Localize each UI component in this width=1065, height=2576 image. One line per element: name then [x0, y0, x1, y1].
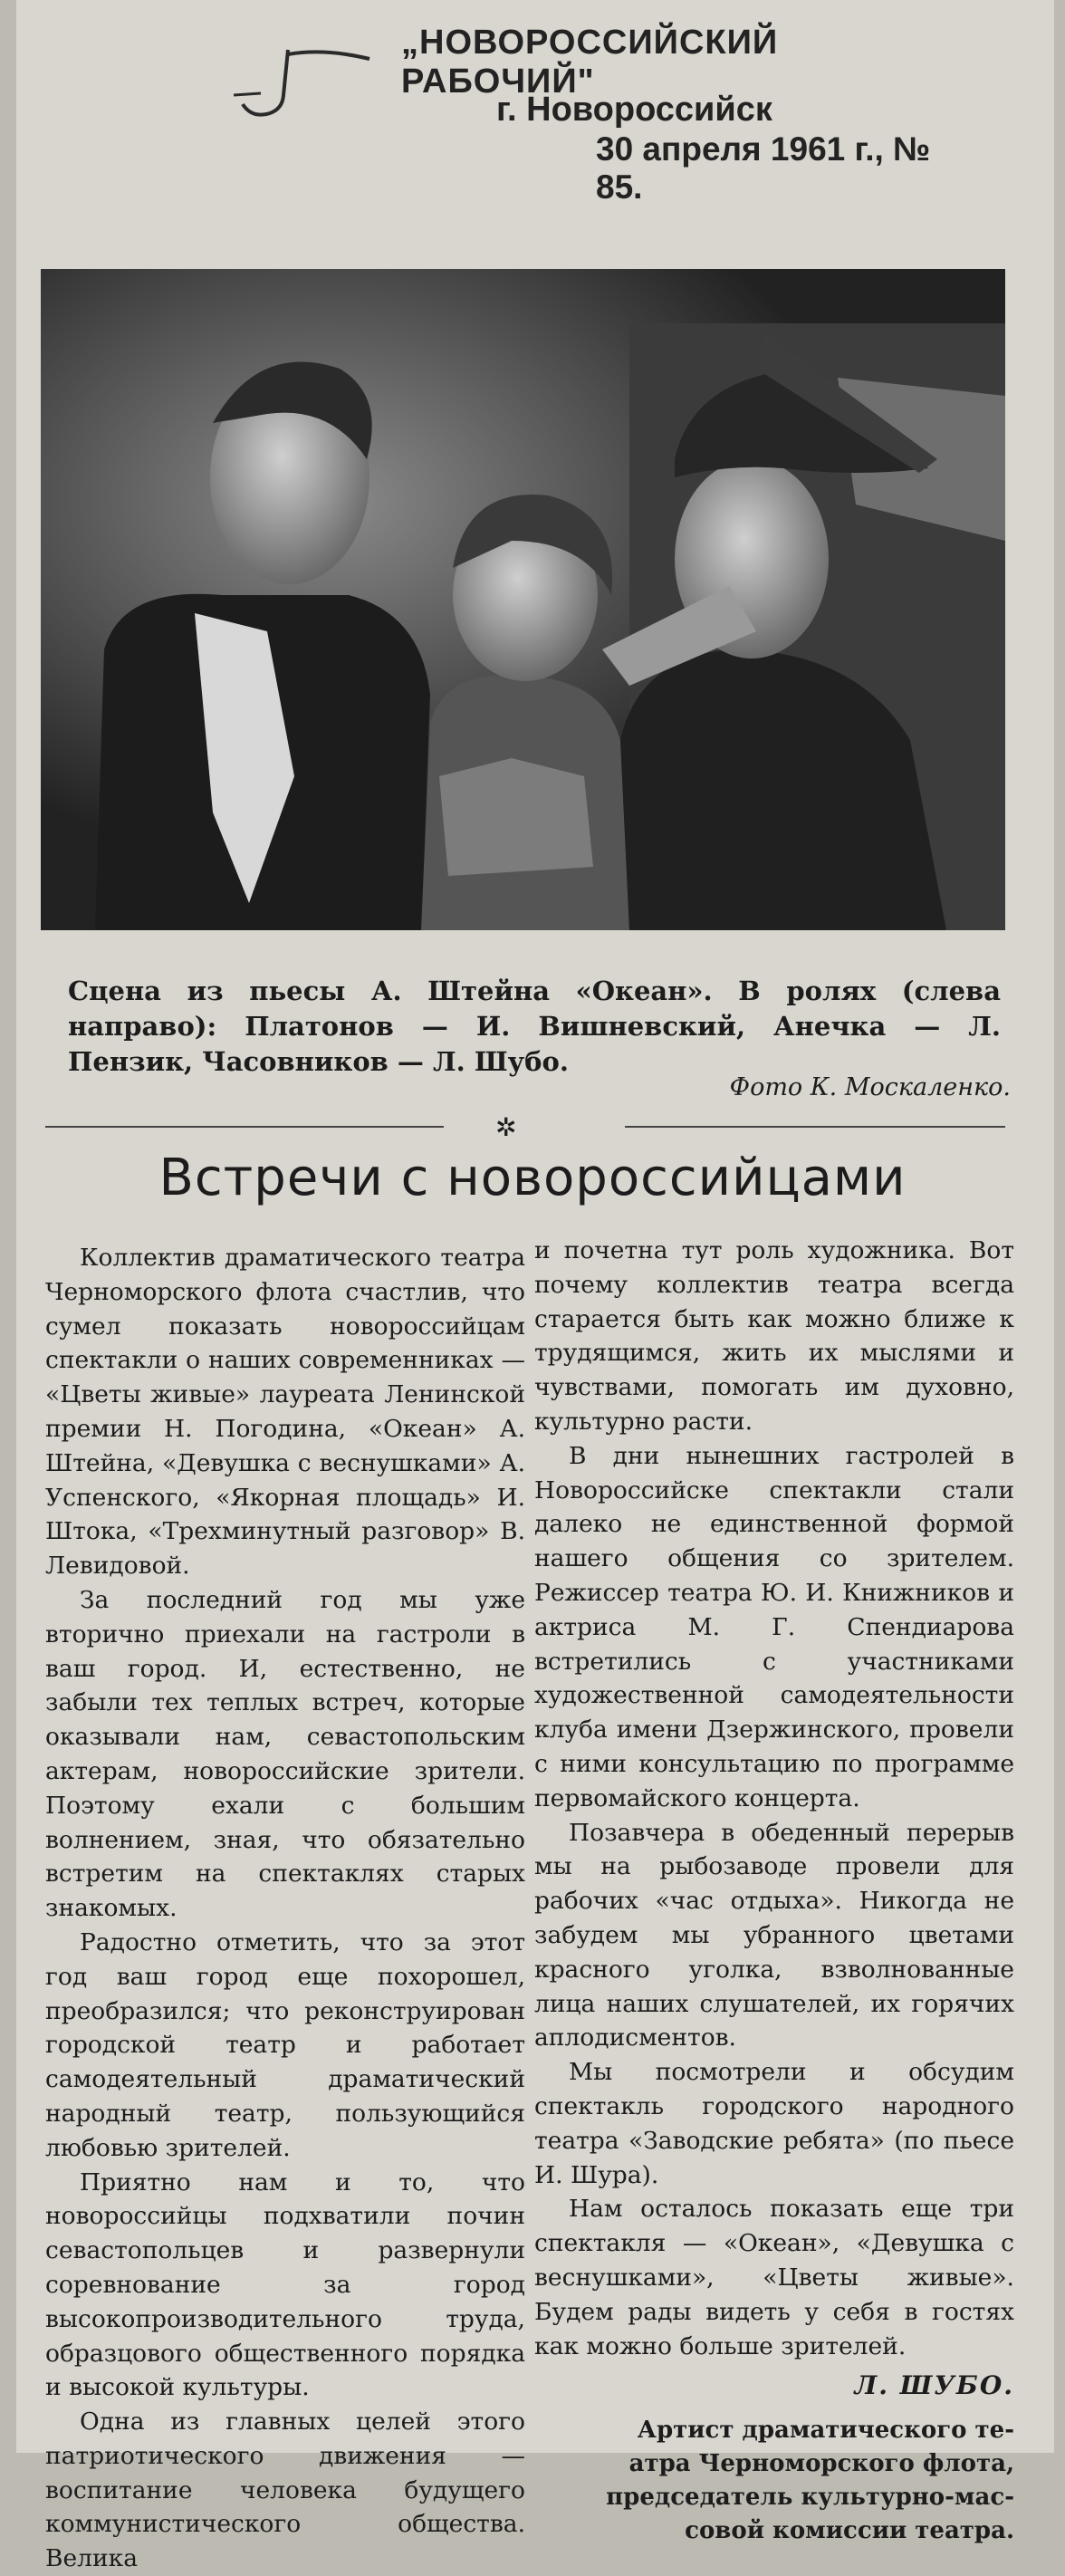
paragraph: Приятно нам и то, что новороссийцы подхватили почин севастопольцев и развернули соревнование за город высокопроизводительного труда, образцового общественного порядка и высокой культуры.: [45, 2167, 525, 2402]
paragraph: Радостно отметить, что за этот год ваш город еще похорошел, преобразился; что реконструирован городской театр и работает самодеятельный драматический народный театр, пользующийся любовью зрителей.: [45, 1927, 525, 2162]
article-column-right: [534, 1234, 1014, 2548]
newspaper-stamp: [401, 18, 963, 206]
handwritten-mark: [234, 41, 379, 140]
paragraph-continuation: и почетна тут роль художника. Вот почему коллектив театра всегда старается быть как можно ближе к трудящимся, жить их мыслями и чувствами, помогать им духовно, культурно расти.: [534, 1236, 1014, 1436]
newspaper-city: г. Новороссийск: [496, 91, 772, 129]
paragraph: Мы посмотрели и обсудим спектакль городского народного театра «Заводские ребята» (по пьесе И. Шура).: [534, 2058, 1014, 2189]
newspaper-name: „НОВОРОССИЙСКИЙ РАБОЧИЙ": [401, 24, 779, 101]
divider-left: [45, 1126, 444, 1128]
theatre-scene-photo: [41, 269, 1005, 930]
star-ornament-icon: ✲: [495, 1112, 517, 1142]
paragraph: В дни нынешних гастролей в Новороссийске спектакли стали далеко не единственной формой нашего общения со зрителем. Режиссер театра Ю. И. Книжников и актриса М. Г. Спендиарова встретились с участниками художественной самодеятельности клуба имени Дзержинского, провели с ними консультацию по программе первомайского концерта.: [534, 1441, 1014, 1812]
paragraph: Одна из главных целей этого патриотического движения — воспитание человека будущего коммунистического общества. Велика: [45, 2408, 525, 2573]
photo-caption: Сцена из пьесы А. Штейна «Океан». В ролях (слева направо): Платонов — И. Вишневский, Анечка — Л. Пензик, Часовников — Л. Шубо.: [68, 976, 1001, 1077]
author-role: [534, 2414, 1014, 2548]
paragraph: Нам осталось показать еще три спектакля — «Океан», «Девушка с веснушками», «Цветы живые». Будем рады видеть у себя в гостях как можно больше зрителей.: [534, 2195, 1014, 2360]
paragraph: Позавчера в обеденный перерыв мы на рыбозаводе провели для рабочих «час отдыха». Никогда не забудем мы убранного цветами красного уголка, взволнованные лица наших слушателей, их горячих аплодисментов.: [534, 1818, 1014, 2052]
divider-right: [625, 1126, 1005, 1128]
author-signature: Л. ШУБО.: [854, 2370, 1014, 2401]
author-role-line: атра Черноморского флота,: [628, 2450, 1014, 2478]
article-column-left: [45, 1241, 525, 2576]
author-role-line: Артист драматического те-: [637, 2417, 1014, 2445]
paragraph: Коллектив драматического театра Черноморского флота счастлив, что сумел показать новороссийцам спектакли о наших современниках — «Цветы живые» лауреата Ленинской премии Н. Погодина, «Океан» А. Штейна, «Девушка с веснушками» А. Успенского, «Якорная площадь» И. Штока, «Трехминутный разговор» В. Левидовой.: [45, 1244, 525, 1581]
article-headline: Встречи с новороссийцами: [158, 1149, 907, 1207]
author-role-line: председатель культурно-мас-: [606, 2484, 1014, 2512]
photo-credit: Фото К. Москаленко.: [729, 1073, 1011, 1101]
paragraph: За последний год мы уже вторично приехали на гастроли в ваш город. И, естественно, не забыли тех теплых встреч, которые оказывали нам, севастопольским актерам, новороссийские зрители. Поэтому ехали с большим волнением, зная, что обязательно встретим на спектаклях старых знакомых.: [45, 1585, 525, 1923]
author-role-line: совой комиссии театра.: [685, 2517, 1014, 2545]
issue-date: 30 апреля 1961 г., № 85.: [596, 130, 931, 206]
